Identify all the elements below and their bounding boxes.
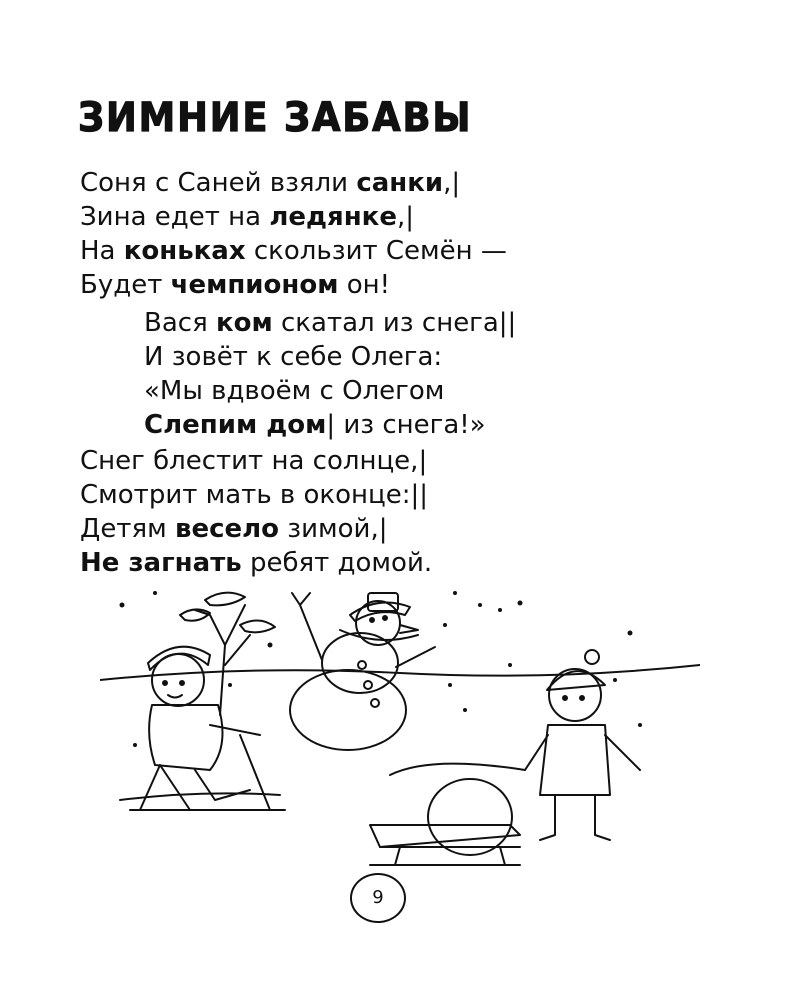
text-segment: он! xyxy=(338,270,391,300)
bold-word: коньках xyxy=(123,236,246,266)
poem-line xyxy=(80,166,507,200)
text-segment: ,| xyxy=(443,168,461,198)
text-segment: | из снега!» xyxy=(326,410,486,440)
page-title: ЗИМНИЕ ЗАБАВЫ xyxy=(78,95,473,141)
text-segment: Зина едет на xyxy=(80,202,270,232)
poem-line xyxy=(144,340,516,374)
text-segment: Соня с Саней взяли xyxy=(80,168,357,198)
poem-line xyxy=(80,234,507,268)
poem-line xyxy=(80,444,432,478)
stanza-3 xyxy=(80,444,432,580)
text-segment: ,| xyxy=(396,202,414,232)
text-segment: Вася xyxy=(144,308,216,338)
bold-word: весело xyxy=(174,514,280,544)
poem-line xyxy=(80,478,432,512)
bold-word: Не загнать xyxy=(80,548,242,578)
text-segment: На xyxy=(80,236,124,266)
text-segment: скатал из снега|| xyxy=(272,308,517,338)
bold-word: Слепим дом xyxy=(144,410,327,440)
text-segment: зимой,| xyxy=(279,514,388,544)
bold-word: санки xyxy=(356,168,444,198)
bold-word: ледянке xyxy=(269,202,397,232)
winter-illustration xyxy=(100,585,700,875)
poem-line xyxy=(80,200,507,234)
text-segment: скользит Семён — xyxy=(245,236,507,266)
text-segment: Снег блестит на солнце,| xyxy=(80,446,428,476)
text-segment: Детям xyxy=(80,514,175,544)
page-number: 9 xyxy=(350,873,406,923)
text-segment: Будет xyxy=(80,270,171,300)
stanza-1 xyxy=(80,166,507,302)
poem-line xyxy=(80,268,507,302)
stanza-2 xyxy=(144,306,516,442)
text-segment: И зовёт к себе Олега: xyxy=(144,342,443,372)
poem-line xyxy=(144,374,516,408)
poem-line xyxy=(144,306,516,340)
text-segment: «Мы вдвоём с Олегом xyxy=(144,376,445,406)
poem-line xyxy=(144,408,516,442)
poem-line xyxy=(80,512,432,546)
text-segment: ребят домой. xyxy=(241,548,433,578)
text-segment: Смотрит мать в оконце:|| xyxy=(80,480,428,510)
bold-word: ком xyxy=(215,308,273,338)
bold-word: чемпионом xyxy=(170,270,339,300)
poem-line xyxy=(80,546,432,580)
